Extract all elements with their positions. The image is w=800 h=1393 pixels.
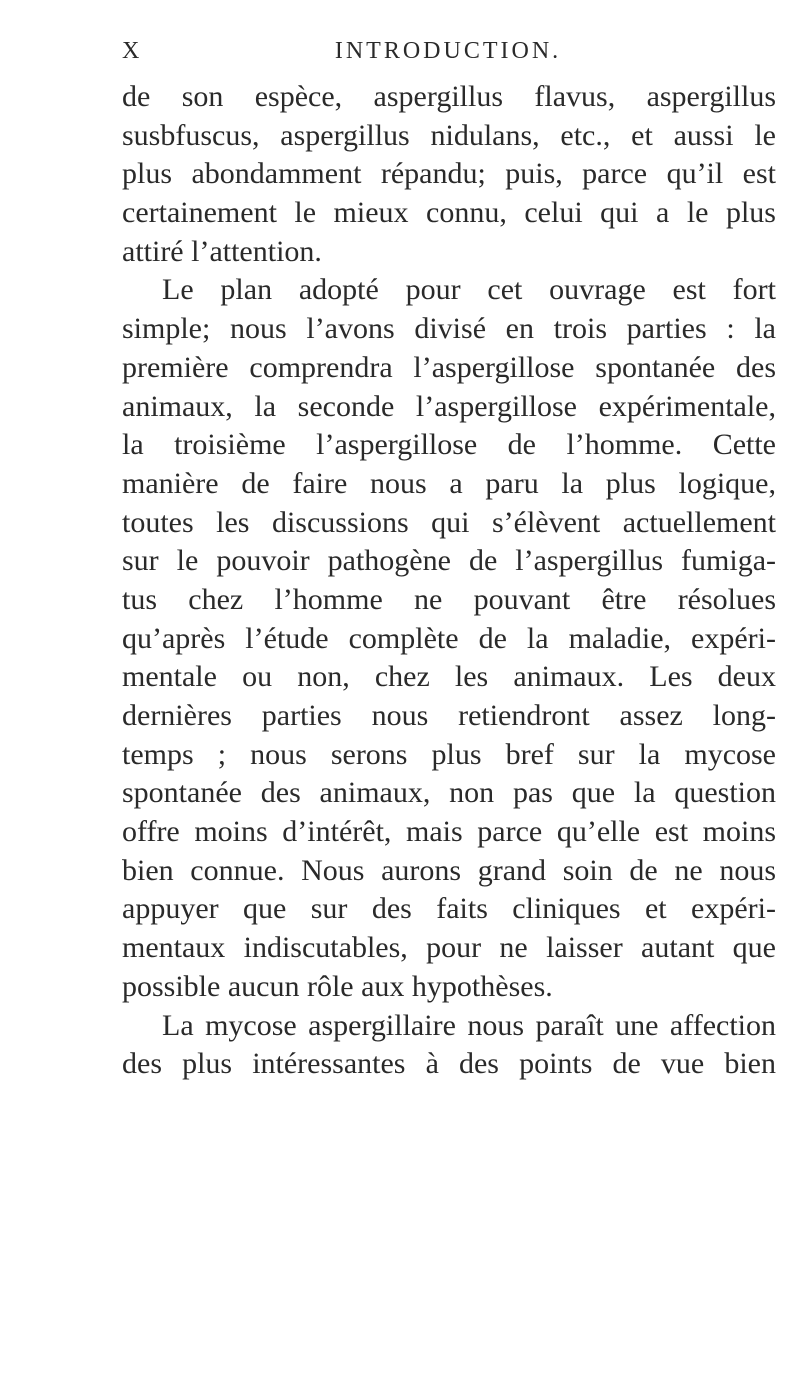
text-line: attiré l’attention.: [122, 234, 322, 268]
text-line: animaux, la seconde l’aspergillose expérimentale,: [122, 389, 776, 423]
text-line: dernières parties nous retiendront assez long-: [122, 699, 776, 732]
text-line: spontanée des animaux, non pas que la question: [122, 776, 776, 810]
text-line: bien connue. Nous aurons grand soin de ne nous: [122, 853, 776, 887]
text-line: appuyer que sur des faits cliniques et expéri-: [122, 892, 776, 926]
text-line: toutes les discussions qui s’élèvent actuellement: [122, 505, 776, 539]
text-line: tus chez l’homme ne pouvant être résolues: [122, 582, 776, 616]
paragraph-start-line: La mycose aspergillaire nous paraît une affection: [162, 1008, 776, 1042]
text-line: des plus intéressantes à des points de vue bien: [122, 1047, 776, 1081]
text-line: possible aucun rôle aux hypothèses.: [122, 969, 553, 1003]
body-text: [122, 78, 776, 1084]
page-header: [122, 38, 774, 78]
text-line: plus abondamment répandu; puis, parce qu’il est: [122, 157, 776, 191]
page-number: X: [122, 38, 141, 64]
text-line: temps ; nous serons plus bref sur la mycose: [122, 737, 776, 771]
text-line: de son espèce, aspergillus flavus, aspergillus: [122, 80, 776, 113]
text-line: susbfuscus, aspergillus nidulans, etc., et aussi le: [122, 118, 776, 152]
text-line: manière de faire nous a paru la plus logique,: [122, 466, 776, 500]
text-line: certainement le mieux connu, celui qui a le plus: [122, 196, 776, 230]
text-line: offre moins d’intérêt, mais parce qu’elle est moins: [122, 815, 776, 849]
text-line: qu’après l’étude complète de la maladie, expéri-: [122, 621, 776, 655]
text-line: première comprendra l’aspergillose spontanée des: [122, 350, 776, 384]
text-line: la troisième l’aspergillose de l’homme. Cette: [122, 428, 776, 462]
text-line: mentale ou non, chez les animaux. Les deux: [122, 660, 776, 694]
text-line: mentaux indiscutables, pour ne laisser autant que: [122, 931, 776, 965]
running-title: INTRODUCTION.: [334, 38, 562, 64]
paragraph-start-line: Le plan adopté pour cet ouvrage est fort: [162, 273, 776, 307]
text-line: simple; nous l’avons divisé en trois parties : la: [122, 312, 776, 346]
text-line: sur le pouvoir pathogène de l’aspergillus fumiga-: [122, 544, 776, 578]
